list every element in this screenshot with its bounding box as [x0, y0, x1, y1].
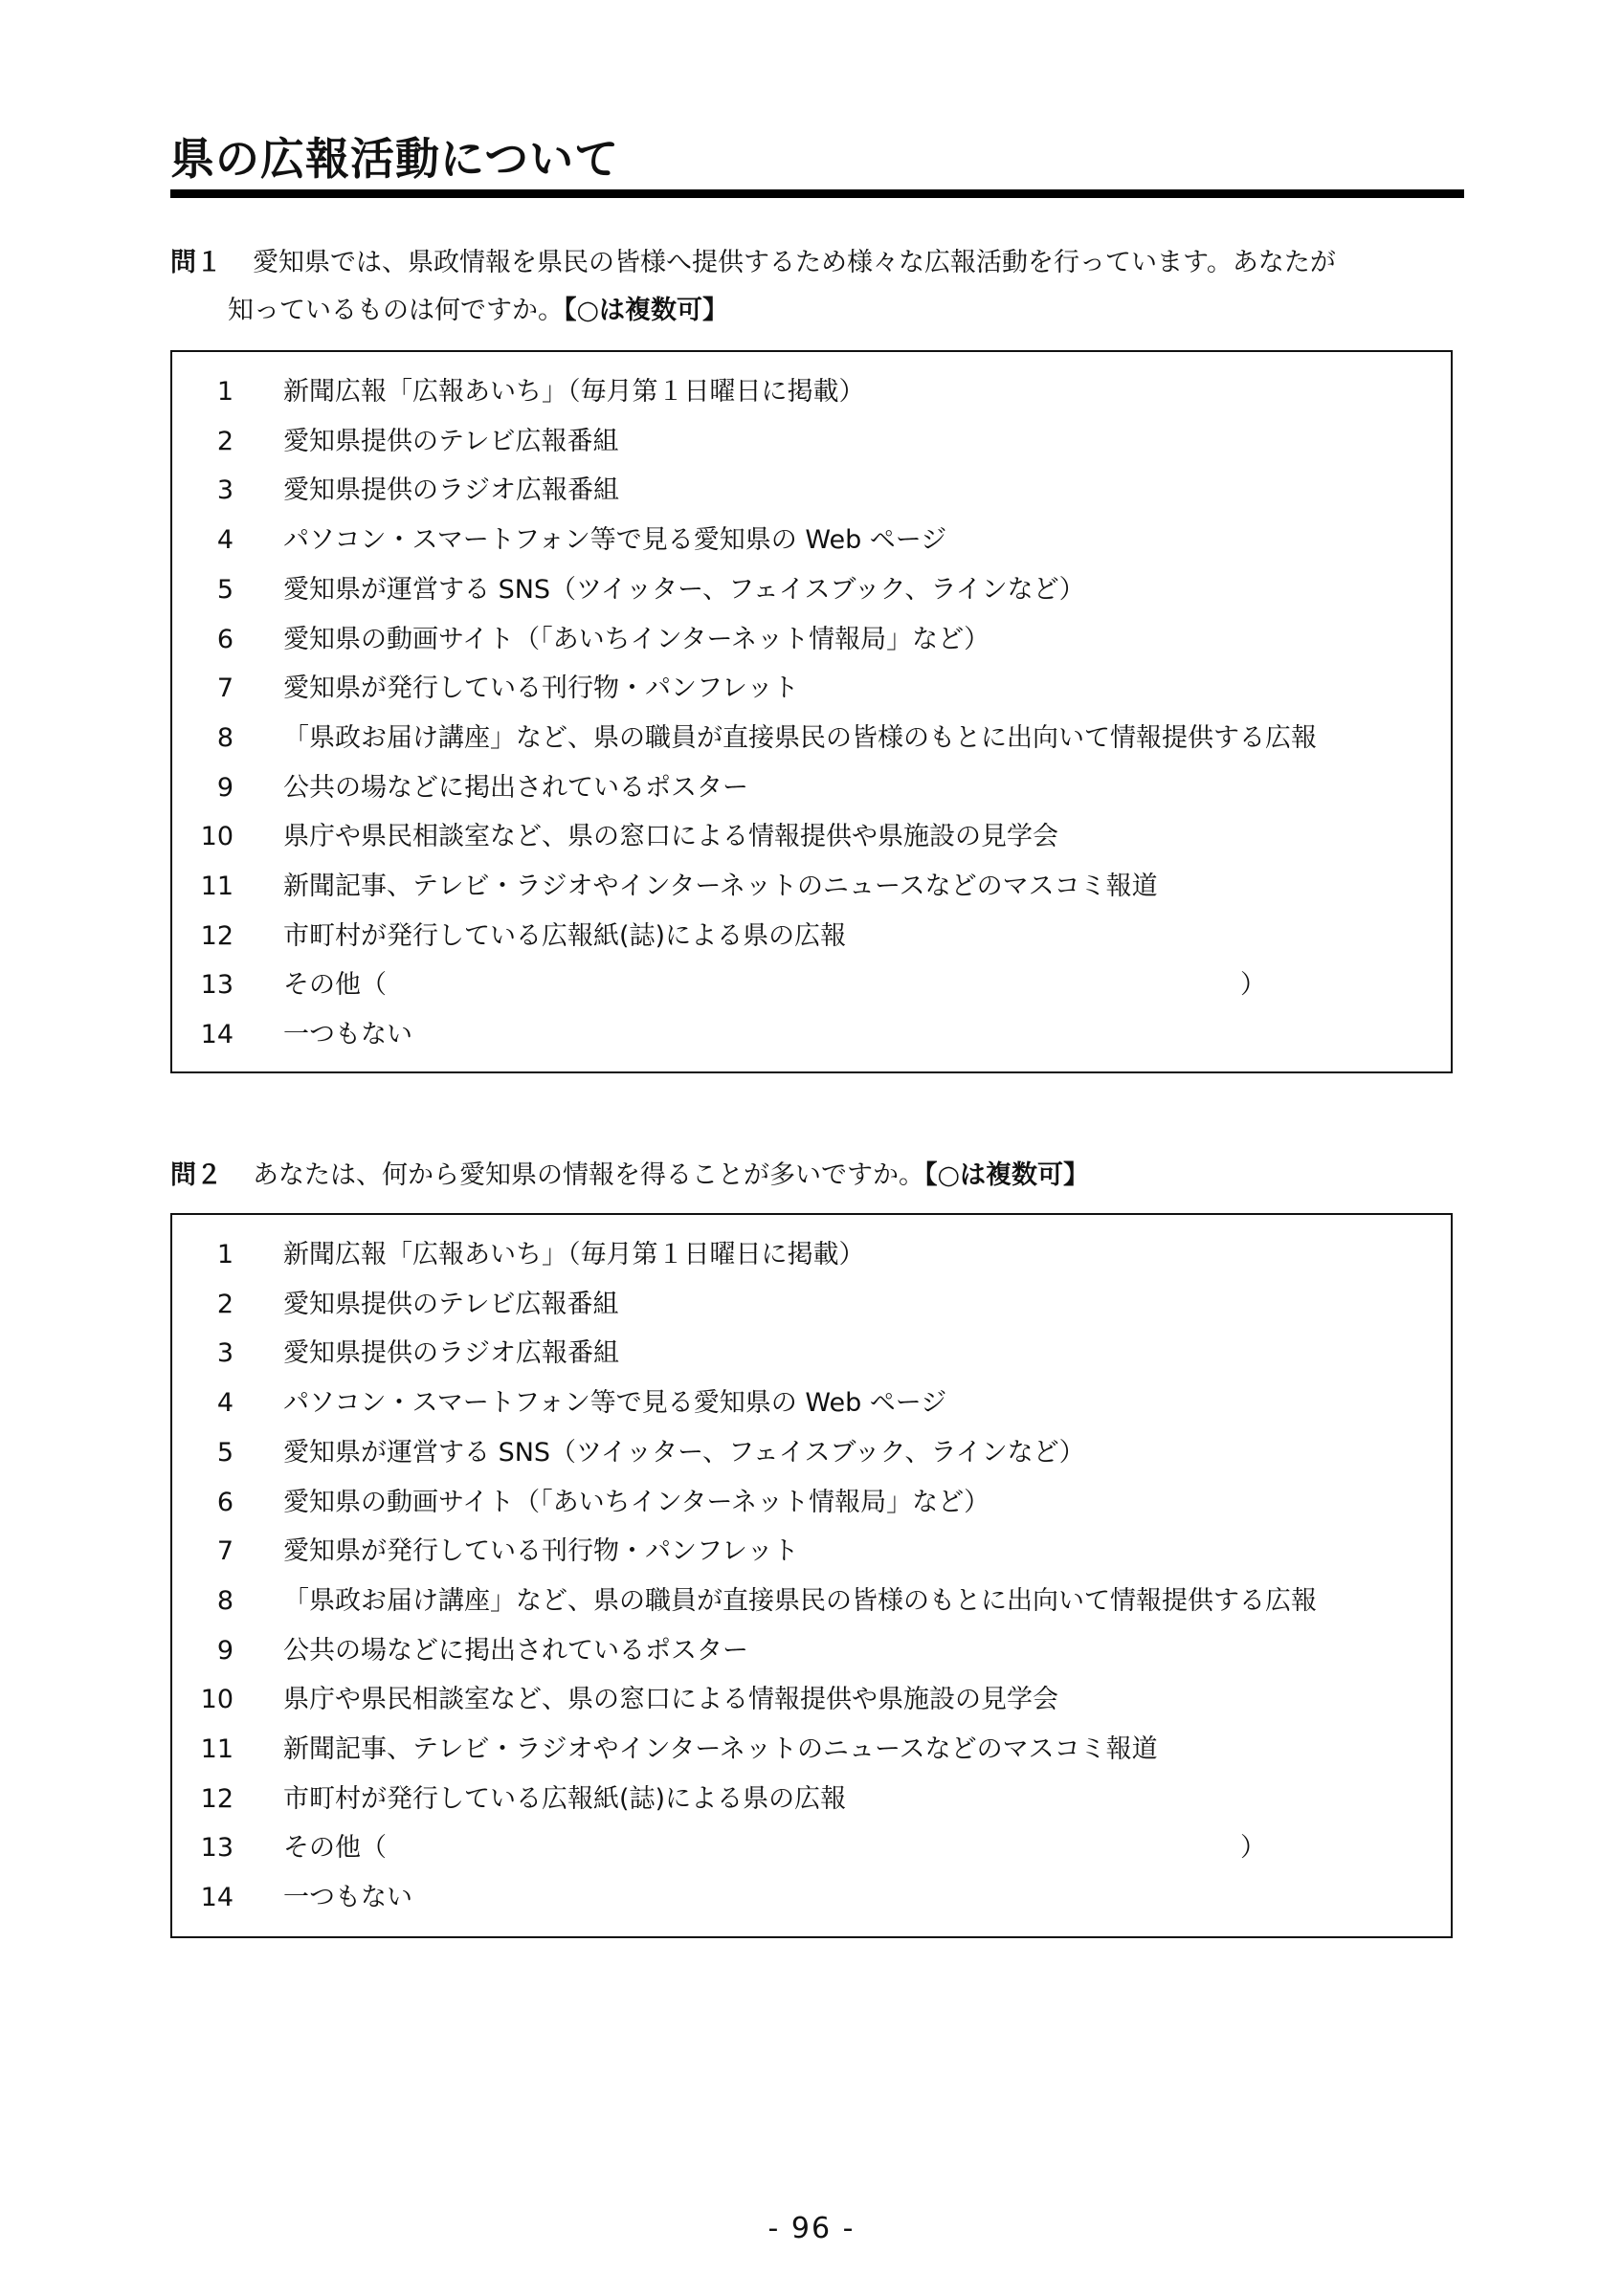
option-item[interactable]	[172, 917, 1451, 956]
option-label: その他（	[283, 970, 387, 1000]
option-item[interactable]	[172, 621, 1451, 659]
option-number: 10	[200, 822, 233, 851]
option-number: 11	[200, 1734, 233, 1764]
option-item[interactable]	[172, 818, 1451, 856]
option-item[interactable]	[172, 1632, 1451, 1670]
title-underline	[170, 189, 1464, 198]
option-item[interactable]	[172, 1780, 1451, 1819]
option-item[interactable]	[172, 1016, 1451, 1054]
option-item[interactable]	[172, 1681, 1451, 1719]
option-label: 愛知県が運営する SNS（ツイッター、フェイスブック、ラインなど）	[283, 1438, 1085, 1468]
option-item[interactable]	[172, 1533, 1451, 1571]
option-label: その他（	[283, 1833, 387, 1863]
option-label: 新聞広報「広報あいち」（毎月第１日曜日に掲載）	[283, 377, 865, 407]
option-number: 4	[216, 525, 233, 555]
option-number: 11	[200, 872, 233, 901]
option-item[interactable]	[172, 1879, 1451, 1917]
option-label: 愛知県が運営する SNS（ツイッター、フェイスブック、ラインなど）	[283, 575, 1085, 605]
q1-text-line2-body: 知っているものは何ですか。	[228, 296, 564, 325]
option-label: 県庁や県民相談室など、県の窓口による情報提供や県施設の見学会	[283, 822, 1058, 851]
option-other-close-paren: ）	[1240, 970, 1266, 1000]
option-label: 愛知県が発行している刊行物・パンフレット	[283, 1536, 799, 1566]
q1-note: 【○は複数可】	[564, 296, 729, 325]
option-label: 市町村が発行している広報紙(誌)による県の広報	[283, 1784, 847, 1814]
option-label: 市町村が発行している広報紙(誌)による県の広報	[283, 921, 847, 951]
option-label: 一つもない	[283, 1020, 412, 1049]
option-number: 6	[216, 625, 233, 654]
section-title: 県の広報活動について	[170, 133, 620, 185]
option-other-close-paren: ）	[1240, 1833, 1266, 1863]
q1-text	[228, 239, 1468, 335]
option-label: 愛知県提供のラジオ広報番組	[283, 475, 619, 505]
option-number: 5	[216, 1438, 233, 1468]
option-item[interactable]	[172, 373, 1451, 411]
option-number: 14	[200, 1020, 233, 1049]
option-label: 愛知県提供のテレビ広報番組	[283, 1290, 619, 1319]
option-item[interactable]	[172, 868, 1451, 906]
option-item[interactable]	[172, 521, 1451, 560]
option-item[interactable]	[172, 1384, 1451, 1423]
option-item[interactable]	[172, 1434, 1451, 1472]
option-number: 6	[216, 1488, 233, 1517]
option-label: 公共の場などに掲出されているポスター	[283, 773, 748, 803]
option-item[interactable]	[172, 472, 1451, 510]
q1-text-line2	[228, 287, 1468, 335]
option-number: 1	[216, 1240, 233, 1269]
option-item[interactable]	[172, 1582, 1451, 1621]
option-label: 愛知県提供のラジオ広報番組	[283, 1338, 619, 1368]
q2-text	[253, 1152, 1468, 1200]
q1-options-box	[170, 350, 1453, 1073]
option-number: 7	[216, 1536, 233, 1566]
option-number: 1	[216, 377, 233, 407]
option-number: 8	[216, 1586, 233, 1616]
option-label: 新聞記事、テレビ・ラジオやインターネットのニュースなどのマスコミ報道	[283, 1734, 1158, 1764]
option-label: パソコン・スマートフォン等で見る愛知県の Web ページ	[283, 525, 947, 555]
option-item[interactable]	[172, 670, 1451, 708]
option-label: 愛知県提供のテレビ広報番組	[283, 427, 619, 456]
q2-text-line1	[253, 1152, 1468, 1200]
option-label: 公共の場などに掲出されているポスター	[283, 1636, 748, 1666]
q1-text-line1: 愛知県では、県政情報を県民の皆様へ提供するため様々な広報活動を行っています。あなたが	[253, 248, 1336, 277]
option-label: 愛知県の動画サイト（「あいちインターネット情報局」など）	[283, 625, 990, 654]
option-number: 7	[216, 673, 233, 703]
option-number: 5	[216, 575, 233, 605]
option-item[interactable]	[172, 1286, 1451, 1324]
option-number: 13	[200, 1833, 233, 1863]
q2-options-box	[170, 1213, 1453, 1938]
option-number: 9	[216, 1636, 233, 1666]
q2-label: 問２	[170, 1160, 222, 1190]
q2-note: 【○は複数可】	[924, 1160, 1090, 1190]
q2-text-line1-body: あなたは、何から愛知県の情報を得ることが多いですか。	[253, 1160, 924, 1190]
option-number: 8	[216, 723, 233, 753]
option-label: 「県政お届け講座」など、県の職員が直接県民の皆様のもとに出向いて情報提供する広報	[283, 723, 1317, 753]
option-item[interactable]	[172, 966, 1451, 1004]
option-number: 10	[200, 1685, 233, 1714]
option-item[interactable]	[172, 1731, 1451, 1769]
option-label: 「県政お届け講座」など、県の職員が直接県民の皆様のもとに出向いて情報提供する広報	[283, 1586, 1317, 1616]
option-number: 3	[216, 475, 233, 505]
option-number: 12	[200, 921, 233, 951]
option-item[interactable]	[172, 719, 1451, 758]
option-label: パソコン・スマートフォン等で見る愛知県の Web ページ	[283, 1388, 947, 1418]
option-number: 4	[216, 1388, 233, 1418]
option-number: 2	[216, 1290, 233, 1319]
option-number: 3	[216, 1338, 233, 1368]
option-number: 12	[200, 1784, 233, 1814]
option-label: 県庁や県民相談室など、県の窓口による情報提供や県施設の見学会	[283, 1685, 1058, 1714]
q1-label: 問１	[170, 248, 222, 277]
option-label: 一つもない	[283, 1883, 412, 1912]
option-item[interactable]	[172, 423, 1451, 461]
option-item[interactable]	[172, 1829, 1451, 1867]
option-item[interactable]	[172, 769, 1451, 807]
option-label: 新聞記事、テレビ・ラジオやインターネットのニュースなどのマスコミ報道	[283, 872, 1158, 901]
option-label: 愛知県の動画サイト（「あいちインターネット情報局」など）	[283, 1488, 990, 1517]
option-label: 新聞広報「広報あいち」（毎月第１日曜日に掲載）	[283, 1240, 865, 1269]
option-number: 2	[216, 427, 233, 456]
option-item[interactable]	[172, 1335, 1451, 1373]
option-label: 愛知県が発行している刊行物・パンフレット	[283, 673, 799, 703]
option-number: 14	[200, 1883, 233, 1912]
option-item[interactable]	[172, 1484, 1451, 1522]
option-number: 13	[200, 970, 233, 1000]
option-item[interactable]	[172, 1236, 1451, 1274]
option-item[interactable]	[172, 571, 1451, 609]
page-number: - 96 -	[767, 2212, 856, 2245]
option-number: 9	[216, 773, 233, 803]
